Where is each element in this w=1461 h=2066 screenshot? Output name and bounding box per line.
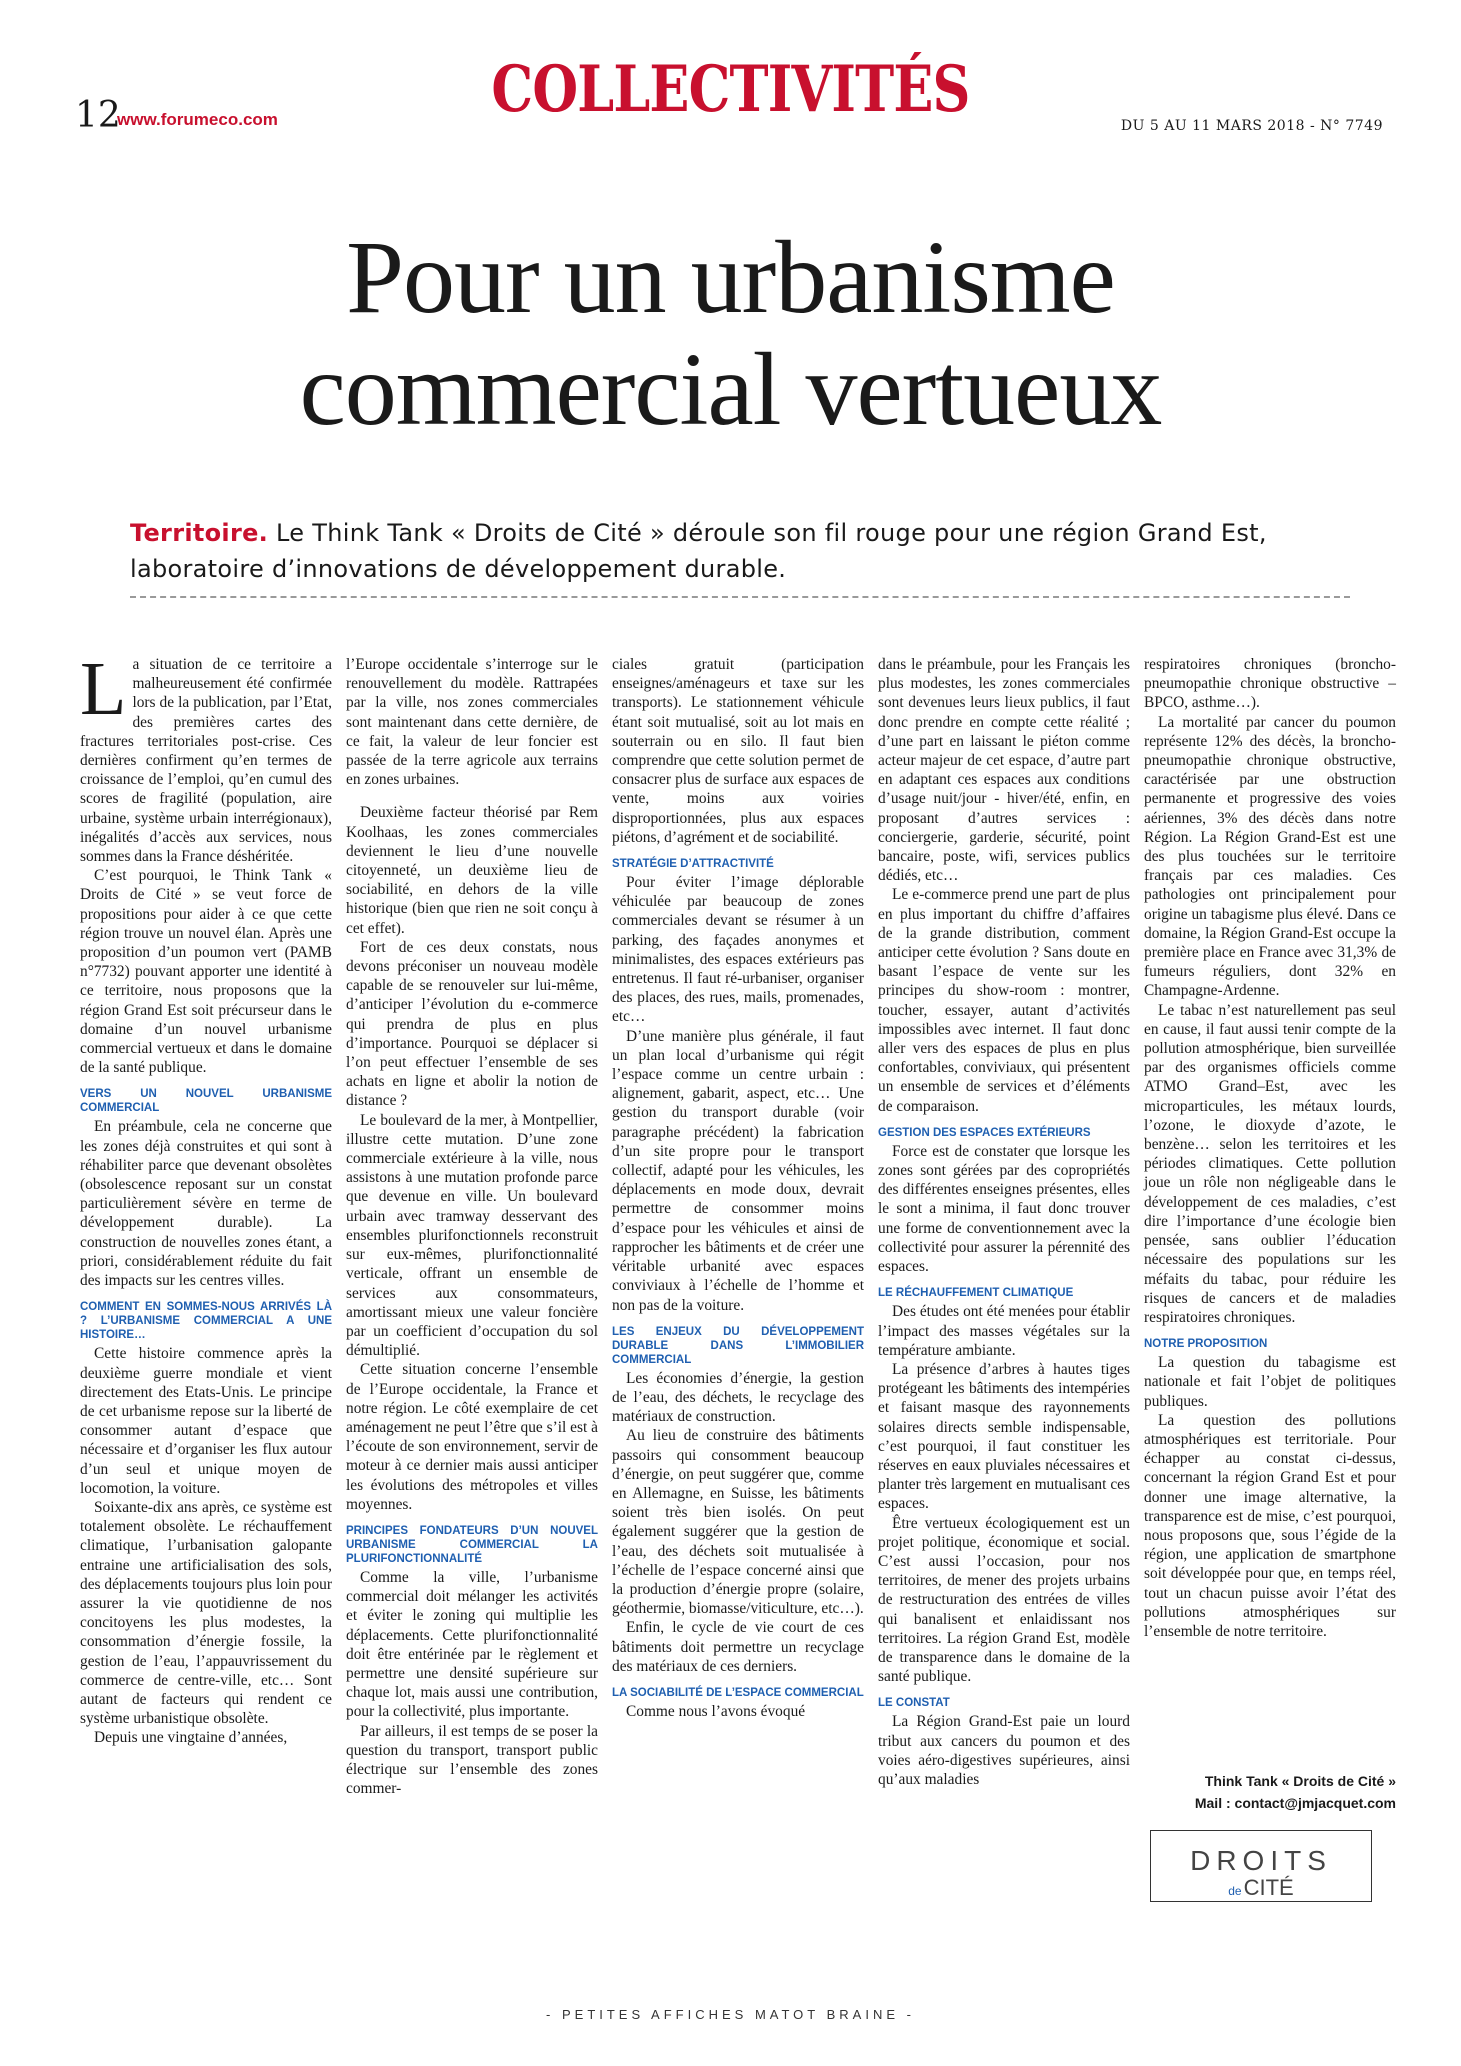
paragraph: Cette situation concerne l’ensemble de l’Europe occidentale, la France et notre région. Le côté exemplaire de cet aménagement ne peut l’être que s’il est à l’écoute de son environnement, servir de moteur à ce dernier mais aussi anticiper les évolutions des métropoles et villes moyennes.	[346, 1361, 598, 1513]
article-column-1	[80, 647, 332, 1748]
paragraph: Au lieu de construire des bâtiments passoirs qui consomment beaucoup d’énergie, on peut suggérer que, comme en Allemagne, en Suisse, les bâtiments soient très bien isolés. On peut également suggérer que la gestion de l’eau, des déchets soit mutualisée à l’échelle de l’espace concerné ainsi que la production d’énergie propre (solaire, géothermie, biomasse/viticulture, etc…).	[612, 1427, 864, 1618]
article-column-3	[612, 655, 864, 1721]
logo-word-droits: DROITS	[1190, 1845, 1332, 1876]
paragraph-text: a situation de ce territoire a malheureusement été confirmée lors de la publication, par l’Etat, des premières cartes des fractures territoriales post-crise. Ces dernières confirment qu’en termes de croissance de l’emploi, qu’en cumul des scores de fragilité (population, aire urbaine, système urbain interrégionaux), inégalités d’accès aux services, nous sommes dans la France déshéritée.	[80, 656, 332, 866]
paragraph: l’Europe occidentale s’interroge sur le renouvellement du modèle. Rattrapées par la ville, nos zones commerciales sont maintenant dans cette dernière, de ce fait, la valeur de leur foncier est passée de la terre agricole aux terrains en zones urbaines.	[346, 656, 598, 789]
paragraph: La présence d’arbres à hautes tiges protégeant les bâtiments des intempéries et faisant masque des rayonnements solaires directs semble indispensable, c’est pourquoi, il faut constituer les réserves en eaux pluviales nécessaires et planter très largement en mutualisant ces espaces.	[878, 1360, 1130, 1513]
article-column-5	[1144, 655, 1396, 1641]
logo-word-cite: CITÉ	[1243, 1875, 1294, 1900]
paragraph: Le e-commerce prend une part de plus en plus important du chiffre d’affaires de la grande distribution, comment anticiper cette évolution ? Sans doute en basant l’espace de vente sur les principes du show-room : montrer, toucher, essayer, autant d’activités impossibles avec internet. Il faut donc aller vers des espaces de plus en plus confortables, conviviaux, qui présentent un ensemble de services et d’éléments de comparaison.	[878, 886, 1130, 1115]
subheading: LA SOCIABILITÉ DE L’ESPACE COMMERCIAL	[612, 1686, 864, 1699]
section-title: COLLECTIVITÉS	[491, 52, 970, 127]
article-column-2	[346, 655, 598, 1798]
subheading: NOTRE PROPOSITION	[1144, 1338, 1268, 1351]
signature-email[interactable]: Mail : contact@jmjacquet.com	[1194, 1795, 1396, 1811]
headline	[0, 222, 1461, 446]
paragraph: Être vertueux écologiquement est un projet politique, économique et social. C’est aussi l’occasion, pour nos territoires, de mener des projets urbains de restructuration des entrées de villes qui banalisent et enlaidissant nos territoires. La région Grand Est, modèle de transparence dans le domaine de la santé publique.	[878, 1514, 1130, 1686]
page-header	[0, 0, 1461, 160]
headline-line-1: Pour un urbanisme	[346, 220, 1115, 335]
paragraph: Enfin, le cycle de vie court de ces bâtiments doit permettre un recyclage des matériaux de ces derniers.	[612, 1619, 864, 1675]
author-signature	[1156, 1770, 1396, 1814]
paragraph: Force est de constater que lorsque les zones sont gérées par des copropriétés des différentes enseignes présentes, elles le sont a minima, il faut donc trouver une forme de conventionnement avec la collectivité pour assurer la pérennité des espaces.	[878, 1142, 1130, 1276]
paragraph: ciales gratuit (participation enseignes/aménageurs et taxe sur les transports). Le stationnement véhicule étant soit mutualisé, soit au lot mais en souterrain ou en silo. Il faut bien comprendre que cette solution permet de consacrer plus de surface aux espaces de vente, moins aux voiries disproportionnées, plus aux espaces piétons, d’agrément et de sociabilité.	[612, 656, 864, 846]
page-footer: - PETITES AFFICHES MATOT BRAINE -	[546, 2007, 915, 2022]
subheading: VERS UN NOUVEL URBANISME COMMERCIAL	[80, 1088, 332, 1115]
article-column-4	[878, 655, 1130, 1789]
drop-cap: L	[80, 647, 127, 731]
paragraph: La question du tabagisme est nationale et fait l’objet de politiques publiques.	[1144, 1354, 1396, 1410]
headline-line-2: commercial vertueux	[299, 332, 1162, 447]
dashed-divider	[130, 596, 1350, 598]
paragraph: Soixante-dix ans après, ce système est totalement obsolète. Le réchauffement climatique, l’urbanisation galopante entraine une artificialisation des sols, des déplacements toujours plus loin pour assurer la vie quotidienne de nos concitoyens les plus modestes, la consommation d’énergie fossile, la gestion de l’eau, l’appauvrissement du commerce de centre-ville, etc… Sont autant de facteurs qui rendent ce système urbanistique obsolète.	[80, 1498, 332, 1728]
paragraph: En préambule, cela ne concerne que les zones déjà construites et qui sont à réhabiliter parce que devenant obsolètes (obsolescence reposant sur un constat particulièrement sévère en terme de développement durable). La construction de nouvelles zones étant, a priori, considérablement réduite du fait des impacts sur les centres villes.	[80, 1118, 332, 1290]
paragraph: Pour éviter l’image déplorable véhiculée par beaucoup de zones commerciales devant se résumer à un parking, des façades anonymes et minimalistes, des espaces extérieurs pas entretenus. Il faut ré-urbaniser, organiser des places, des rues, mails, promenades, etc…	[612, 874, 864, 1026]
paragraph: Comme nous l’avons évoqué	[626, 1702, 806, 1720]
paragraph: Le tabac n’est naturellement pas seul en cause, il faut aussi tenir compte de la pollution atmosphérique, bien surveillée par des organismes officiels comme ATMO Grand–Est, avec les microparticules, les métaux lourds, l’ozone, le dioxyde d’azote, le benzène… selon les territoires et les périodes climatiques. Cette pollution joue un rôle non négligeable dans le développement de ces maladies, c’est dire l’importance d’une écologie bien pensée, sans oublier l’éducation nécessaire des populations sur les méfaits du tabac, pour réduire les risques de cancers et de maladies respiratoires chroniques.	[1144, 1001, 1396, 1326]
logo-bottom-line	[1151, 1875, 1371, 1901]
paragraph: Comme la ville, l’urbanisme commercial doit mélanger les activités et éviter le zoning qui multiplie les déplacements. Cette plurifonctionnalité doit être entérinée par le règlement et permettre une densité supérieure sur chaque lot, mais aussi une contribution, pour la collectivité, plus importante.	[346, 1568, 598, 1721]
page-number: 12	[75, 95, 121, 136]
subheading: LES ENJEUX DU DÉVELOPPEMENT DURABLE DANS L’IMMOBILIER COMMERCIAL	[612, 1325, 864, 1366]
standfirst	[130, 515, 1360, 587]
subheading: GESTION DES ESPACES EXTÉRIEURS	[878, 1126, 1091, 1139]
subheading: STRATÉGIE D’ATTRACTIVITÉ	[612, 858, 774, 871]
paragraph: Depuis une vingtaine d’années,	[94, 1729, 288, 1747]
subheading: PRINCIPES FONDATEURS D’UN NOUVEL URBANISME COMMERCIAL LA PLURIFONCTIONNALITÉ	[346, 1524, 598, 1565]
paragraph: La mortalité par cancer du poumon représente 12% des décès, la broncho-pneumopathie chronique obstructive, caractérisée par une obstruction permanente et progressive des voies aériennes, 3% des décès dans notre Région. La Région Grand-Est est une des plus touchées sur le territoire français par ces maladies. Ces pathologies ont principalement pour origine un tabagisme plus élevé. Dans ce domaine, la Région Grand-Est occupe la première place en France avec 31,3% de fumeurs réguliers, dont 32% en Champagne-Ardenne.	[1144, 713, 1396, 1000]
paragraph: La question des pollutions atmosphériques est territoriale. Pour échapper au constat ci-dessus, concernant la région Grand Est et pour donner une image alternative, la transparence est de mise, c’est pourquoi, nous proposons que, sous l’égide de la région, une application de smartphone soit développée pour que, en temps réel, tout un chacun puisse avoir l’état des pollutions atmosphériques sur l’ensemble de notre territoire.	[1144, 1411, 1396, 1640]
paragraph: dans le préambule, pour les Français les plus modestes, les zones commerciales sont devenues leurs lieux publics, il faut donc prendre en compte cette réalité ; d’une part en laissant le piéton comme acteur majeur de cet espace, d’autre part en adaptant ces espaces aux conditions d’usage nuit/jour - hiver/été, enfin, en proposant d’autres services : conciergerie, garderie, sécurité, point bancaire, poste, wifi, services publics dédiés, etc…	[878, 656, 1130, 885]
paragraph: C’est pourquoi, le Think Tank « Droits de Cité » se veut force de propositions pour aider à ce que cette région trouve un nouvel élan. Après une proposition d’un poumon vert (PAMB n°7732) pouvant apporter une identité à ce territoire, nous proposons que la région Grand Est soit précurseur dans le domaine d’un nouvel urbanisme commercial vertueux et dans le domaine de la santé publique.	[80, 867, 332, 1077]
paragraph: Les économies d’énergie, la gestion de l’eau, des déchets, le recyclage des matériaux de construction.	[612, 1369, 864, 1426]
subheading: COMMENT EN SOMMES-NOUS ARRIVÉS LÀ ? L’URBANISME COMMERCIAL A UNE HISTOIRE…	[80, 1301, 332, 1342]
paragraph: Des études ont été menées pour établir l’impact des masses végétales sur la température ambiante.	[878, 1303, 1130, 1359]
droits-de-cite-logo	[1150, 1830, 1372, 1902]
standfirst-kicker: Territoire.	[130, 519, 269, 547]
paragraph: respiratoires chroniques (broncho-pneumopathie chronique obstructive – BPCO, asthme…).	[1144, 656, 1396, 712]
issue-date: DU 5 AU 11 MARS 2018 - N° 7749	[1120, 118, 1383, 134]
paragraph: Par ailleurs, il est temps de se poser la question du transport, transport public électrique sur l’ensemble des zones commer-	[346, 1722, 598, 1798]
subheading: LE RÉCHAUFFEMENT CLIMATIQUE	[878, 1287, 1074, 1300]
signature-name: Think Tank « Droits de Cité »	[1204, 1773, 1396, 1789]
paragraph: Cette histoire commence après la deuxième guerre mondiale et vient directement des Etats-Unis. Le principe de cet urbanisme repose sur la liberté de consommer autant d’espace que nécessaire et d’organiser les flux autour d’un seul et unique moyen de locomotion, la voiture.	[80, 1345, 332, 1497]
subheading: LE CONSTAT	[878, 1697, 950, 1710]
paragraph	[80, 647, 332, 866]
paragraph: Le boulevard de la mer, à Montpellier, illustre cette mutation. D’une zone commerciale extérieure à la ville, nous assistons à une mutation profonde parce que devenue en ville. Un boulevard urbain avec tramway desservant des ensembles plurifonctionnels reconstruit sur eux-mêmes, plurifonctionnalité verticale, offrant un ensemble de services aux consommateurs, amortissant mieux une valeur foncière par un coefficient d’occupation du sol démultiplié.	[346, 1111, 598, 1360]
paragraph: Fort de ces deux constats, nous devons préconiser un nouveau modèle capable de se renouveler sur lui-même, d’anticiper l’évolution du e-commerce qui prendra de plus en plus d’importance. Pourquoi se déplacer si l’on peut effectuer l’ensemble de ses achats en ligne et abolir la notion de distance ?	[346, 938, 598, 1110]
website-link[interactable]: www.forumeco.com	[117, 110, 278, 129]
paragraph: La Région Grand-Est paie un lourd tribut aux cancers du poumon et des voies aéro-digestives supérieures, ainsi qu’aux maladies	[878, 1713, 1130, 1788]
standfirst-text: Le Think Tank « Droits de Cité » déroule son fil rouge pour une région Grand Est, laboratoire d’innovations de développement durable.	[130, 519, 1267, 583]
paragraph: D’une manière plus générale, il faut un plan local d’urbanisme qui régit l’espace comme un centre urbain : alignement, gabarit, aspect, etc… Une gestion du transport durable (voir paragraphe précédent) la fabrication d’un site propre pour le transport collectif, adapté pour les véhicules, les déplacements en mode doux, devrait permettre de consommer moins d’espace pour les véhicules et ainsi de rapprocher les bâtiments et de créer une véritable urbanité avec espaces conviviaux à l’échelle de l’homme et non pas de la voiture.	[612, 1027, 864, 1314]
logo-word-de: de	[1228, 1884, 1242, 1898]
paragraph: Deuxième facteur théorisé par Rem Koolhaas, les zones commerciales deviennent le lieu d’une nouvelle citoyenneté, un deuxième lieu de sociabilité, en dehors de la ville historique (bien que rien ne soit conçu à cet effet).	[346, 804, 598, 937]
